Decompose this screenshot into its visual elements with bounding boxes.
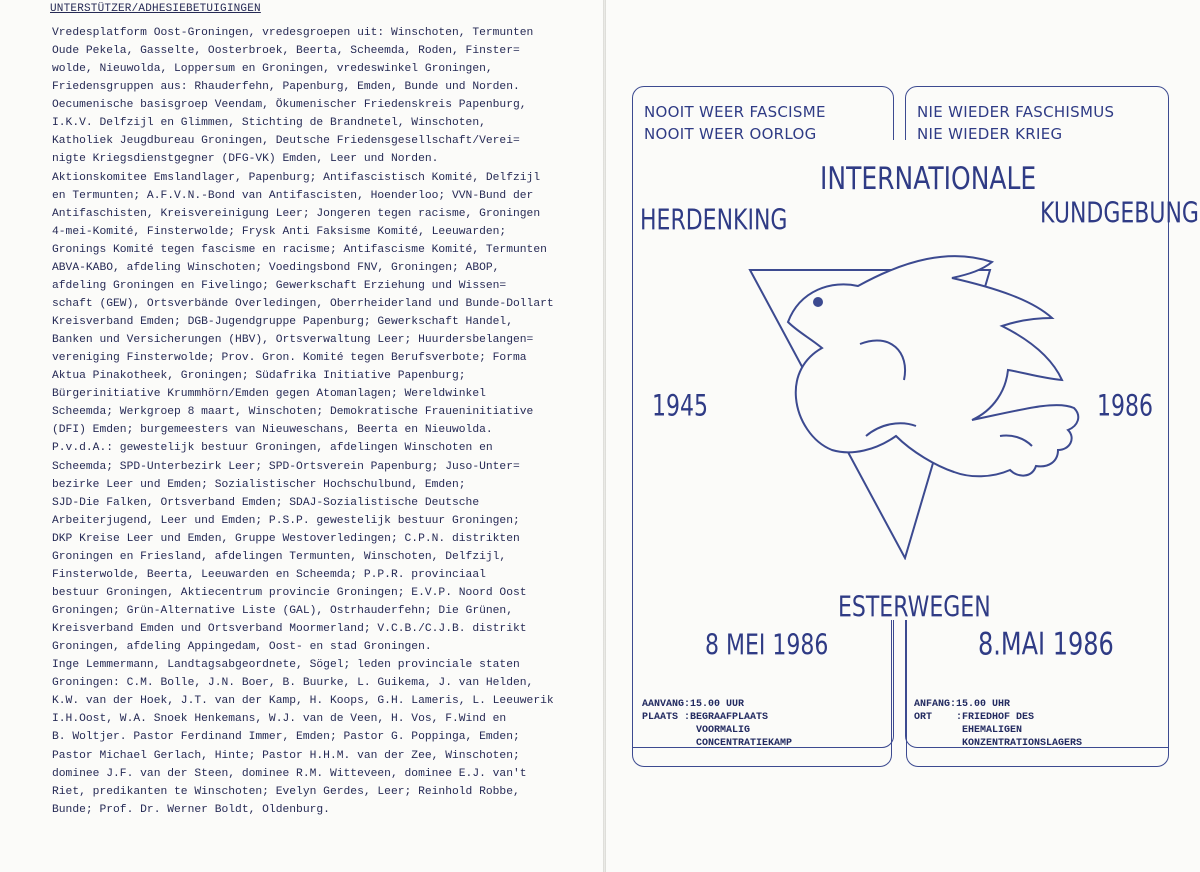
supporter-line: 4-mei-Komité, Finsterwolde; Frysk Anti Faksisme Komité, Leeuwarden;: [52, 225, 507, 238]
supporter-line: afdeling Groningen en Fivelingo; Gewerkschaft Erziehung und Wissen=: [52, 279, 507, 292]
title-herdenking: HERDENKING: [640, 205, 788, 238]
place-esterwegen: ESTERWEGEN: [838, 592, 991, 625]
supporter-line: Kreisverband Emden und Ortsverband Moormerland; V.C.B./C.J.B. distrikt: [52, 623, 527, 636]
supporter-line: bestuur Groningen, Aktiecentrum provincie Groningen; E.V.P. Noord Oost: [52, 586, 527, 599]
supporter-line: DKP Kreise Leer und Emden, Gruppe Westoverledingen; C.P.N. distrikten: [52, 532, 520, 545]
supporter-line: ABVA-KABO, afdeling Winschoten; Voedingsbond FNV, Groningen; ABOP,: [52, 261, 500, 274]
supporter-line: Aktua Pinakotheek, Groningen; Südafrika Initiative Papenburg;: [52, 370, 466, 383]
supporter-line: Pastor Michael Gerlach, Hinte; Pastor H.H.M. van der Zee, Winschoten;: [52, 749, 520, 762]
supporter-line: Friedensgruppen aus: Rhauderfehn, Papenburg, Emden, Bunde und Norden.: [52, 81, 520, 94]
supporter-line: Gronings Komité tegen fascisme en racisme; Antifascisme Komité, Termunten: [52, 243, 547, 256]
supporter-line: dominee J.F. van der Steen, dominee R.M. Witteveen, dominee E.J. van't: [52, 767, 527, 780]
supporter-line: I.H.Oost, W.A. Snoek Henkemans, W.J. van de Veen, H. Vos, F.Wind en: [52, 713, 507, 726]
supporter-line: Inge Lemmermann, Landtagsabgeordnete, Sögel; leden provinciale staten: [52, 659, 520, 672]
event-info-de: ANFANG:15.00 UHR ORT :FRIEDHOF DES EHEMALIGEN KONZENTRATIONSLAGERS: [914, 699, 1083, 749]
year-end: 1986: [1097, 390, 1153, 424]
supporter-line: Groningen, afdeling Appingedam, Oost- en stad Groningen.: [52, 641, 432, 654]
supporter-line: Scheemda; Werkgroep 8 maart, Winschoten; Demokratische Fraueninitiative: [52, 406, 534, 419]
year-start: 1945: [652, 390, 708, 424]
supporter-line: K.W. van der Hoek, J.T. van der Kamp, H. Koops, G.H. Lameris, L. Leeuwerik: [52, 695, 554, 708]
supporter-line: vereniging Finsterwolde; Prov. Gron. Komité tegen Berufsverbote; Forma: [52, 352, 527, 365]
supporter-line: Finsterwolde, Beerta, Leeuwarden en Scheemda; P.P.R. provinciaal: [52, 568, 486, 581]
supporters-heading: UNTERSTÜTZER/ADHESIEBETUIGINGEN: [50, 3, 261, 15]
supporter-line: Bunde; Prof. Dr. Werner Boldt, Oldenburg.: [52, 803, 330, 816]
slogan-de-fascism: NIE WIEDER FASCHISMUS: [917, 103, 1115, 121]
supporter-line: Antifaschisten, Kreisvereinigung Leer; Jongeren tegen racisme, Groningen: [52, 207, 541, 220]
supporter-line: Arbeiterjugend, Leer und Emden; P.S.P. gewestelijk bestuur Groningen;: [52, 514, 520, 527]
supporter-line: Groningen; Grün-Alternative Liste (GAL), Ostrhauderfehn; Die Grünen,: [52, 605, 513, 617]
supporters-list: [52, 24, 592, 819]
supporter-line: Riet, predikanten te Winschoten; Evelyn Gerdes, Leer; Reinhold Robbe,: [52, 785, 520, 798]
supporter-line: Oecumenische basisgroep Veendam, Ökumenischer Friedenskreis Papenburg,: [52, 99, 527, 112]
dove-in-triangle-emblem: [740, 240, 1085, 560]
supporter-line: nigte Kriegsdienstgegner (DFG-VK) Emden, Leer und Norden.: [52, 153, 439, 166]
supporter-line: bezirke Leer und Emden; Sozialistischer Hochschulbund, Emden;: [52, 478, 466, 491]
supporter-line: Aktionskomitee Emslandlager, Papenburg; Antifascistisch Komité, Delfzijl: [52, 171, 541, 184]
supporter-line: B. Woltjer. Pastor Ferdinand Immer, Emden; Pastor G. Poppinga, Emden;: [52, 731, 520, 744]
slogan-nl-fascism: NOOIT WEER FASCISME: [644, 103, 826, 121]
slogan-de-war: NIE WIEDER KRIEG: [917, 125, 1063, 143]
date-de: 8.MAI 1986: [978, 626, 1114, 663]
supporter-line: Groningen en Friesland, afdelingen Termunten, Winschoten, Delfzijl,: [52, 550, 507, 563]
title-kundgebung: KUNDGEBUNG: [1040, 198, 1199, 231]
supporter-line: Katholiek Jeugdbureau Groningen, Deutsche Friedensgesellschaft/Verei=: [52, 135, 520, 148]
supporter-line: Oude Pekela, Gasselte, Oosterbroek, Beerta, Scheemda, Roden, Finster=: [52, 45, 520, 58]
supporter-line: (DFI) Emden; burgemeesters van Nieuweschans, Beerta en Nieuwolda.: [52, 424, 493, 437]
supporter-line: SJD-Die Falken, Ortsverband Emden; SDAJ-Sozialistische Deutsche: [52, 496, 480, 509]
supporter-line: en Termunten; A.F.V.N.-Bond van Antifascisten, Hoenderloo; VVN-Bund der: [52, 189, 534, 202]
title-internationale: INTERNATIONALE: [820, 160, 1037, 197]
supporter-line: Banken und Versicherungen (HBV), Ortsverwaltung Leer; Huurdersbelangen=: [52, 334, 534, 347]
supporter-line: wolde, Nieuwolda, Loppersum en Groningen, vredeswinkel Groningen,: [52, 63, 493, 76]
supporter-line: Vredesplatform Oost-Groningen, vredesgroepen uit: Winschoten, Termunten: [52, 27, 534, 39]
supporter-line: schaft (GEW), Ortsverbände Overledingen, Oberrheiderland und Bunde-Dollart: [52, 297, 554, 310]
supporter-line: I.K.V. Delfzijl en Glimmen, Stichting de Brandnetel, Winschoten,: [52, 117, 486, 130]
supporter-line: Scheemda; SPD-Unterbezirk Leer; SPD-Ortsverein Papenburg; Juso-Unter=: [52, 460, 520, 473]
slogan-nl-war: NOOIT WEER OORLOG: [644, 125, 817, 143]
date-nl: 8 MEI 1986: [705, 630, 829, 663]
supporter-line: Bürgerinitiative Krummhörn/Emden gegen Atomanlagen; Wereldwinkel: [52, 388, 486, 401]
event-info-nl: AANVANG:15.00 UUR PLAATS :BEGRAAFPLAATS VOORMALIG CONCENTRATIEKAMP: [642, 699, 793, 749]
supporter-line: P.v.d.A.: gewestelijk bestuur Groningen, afdelingen Winschoten en: [52, 442, 493, 455]
supporter-line: Groningen: C.M. Bolle, J.N. Boer, B. Buurke, L. Guikema, J. van Helden,: [52, 677, 534, 690]
supporter-line: Kreisverband Emden; DGB-Jugendgruppe Papenburg; Gewerkschaft Handel,: [52, 316, 513, 328]
